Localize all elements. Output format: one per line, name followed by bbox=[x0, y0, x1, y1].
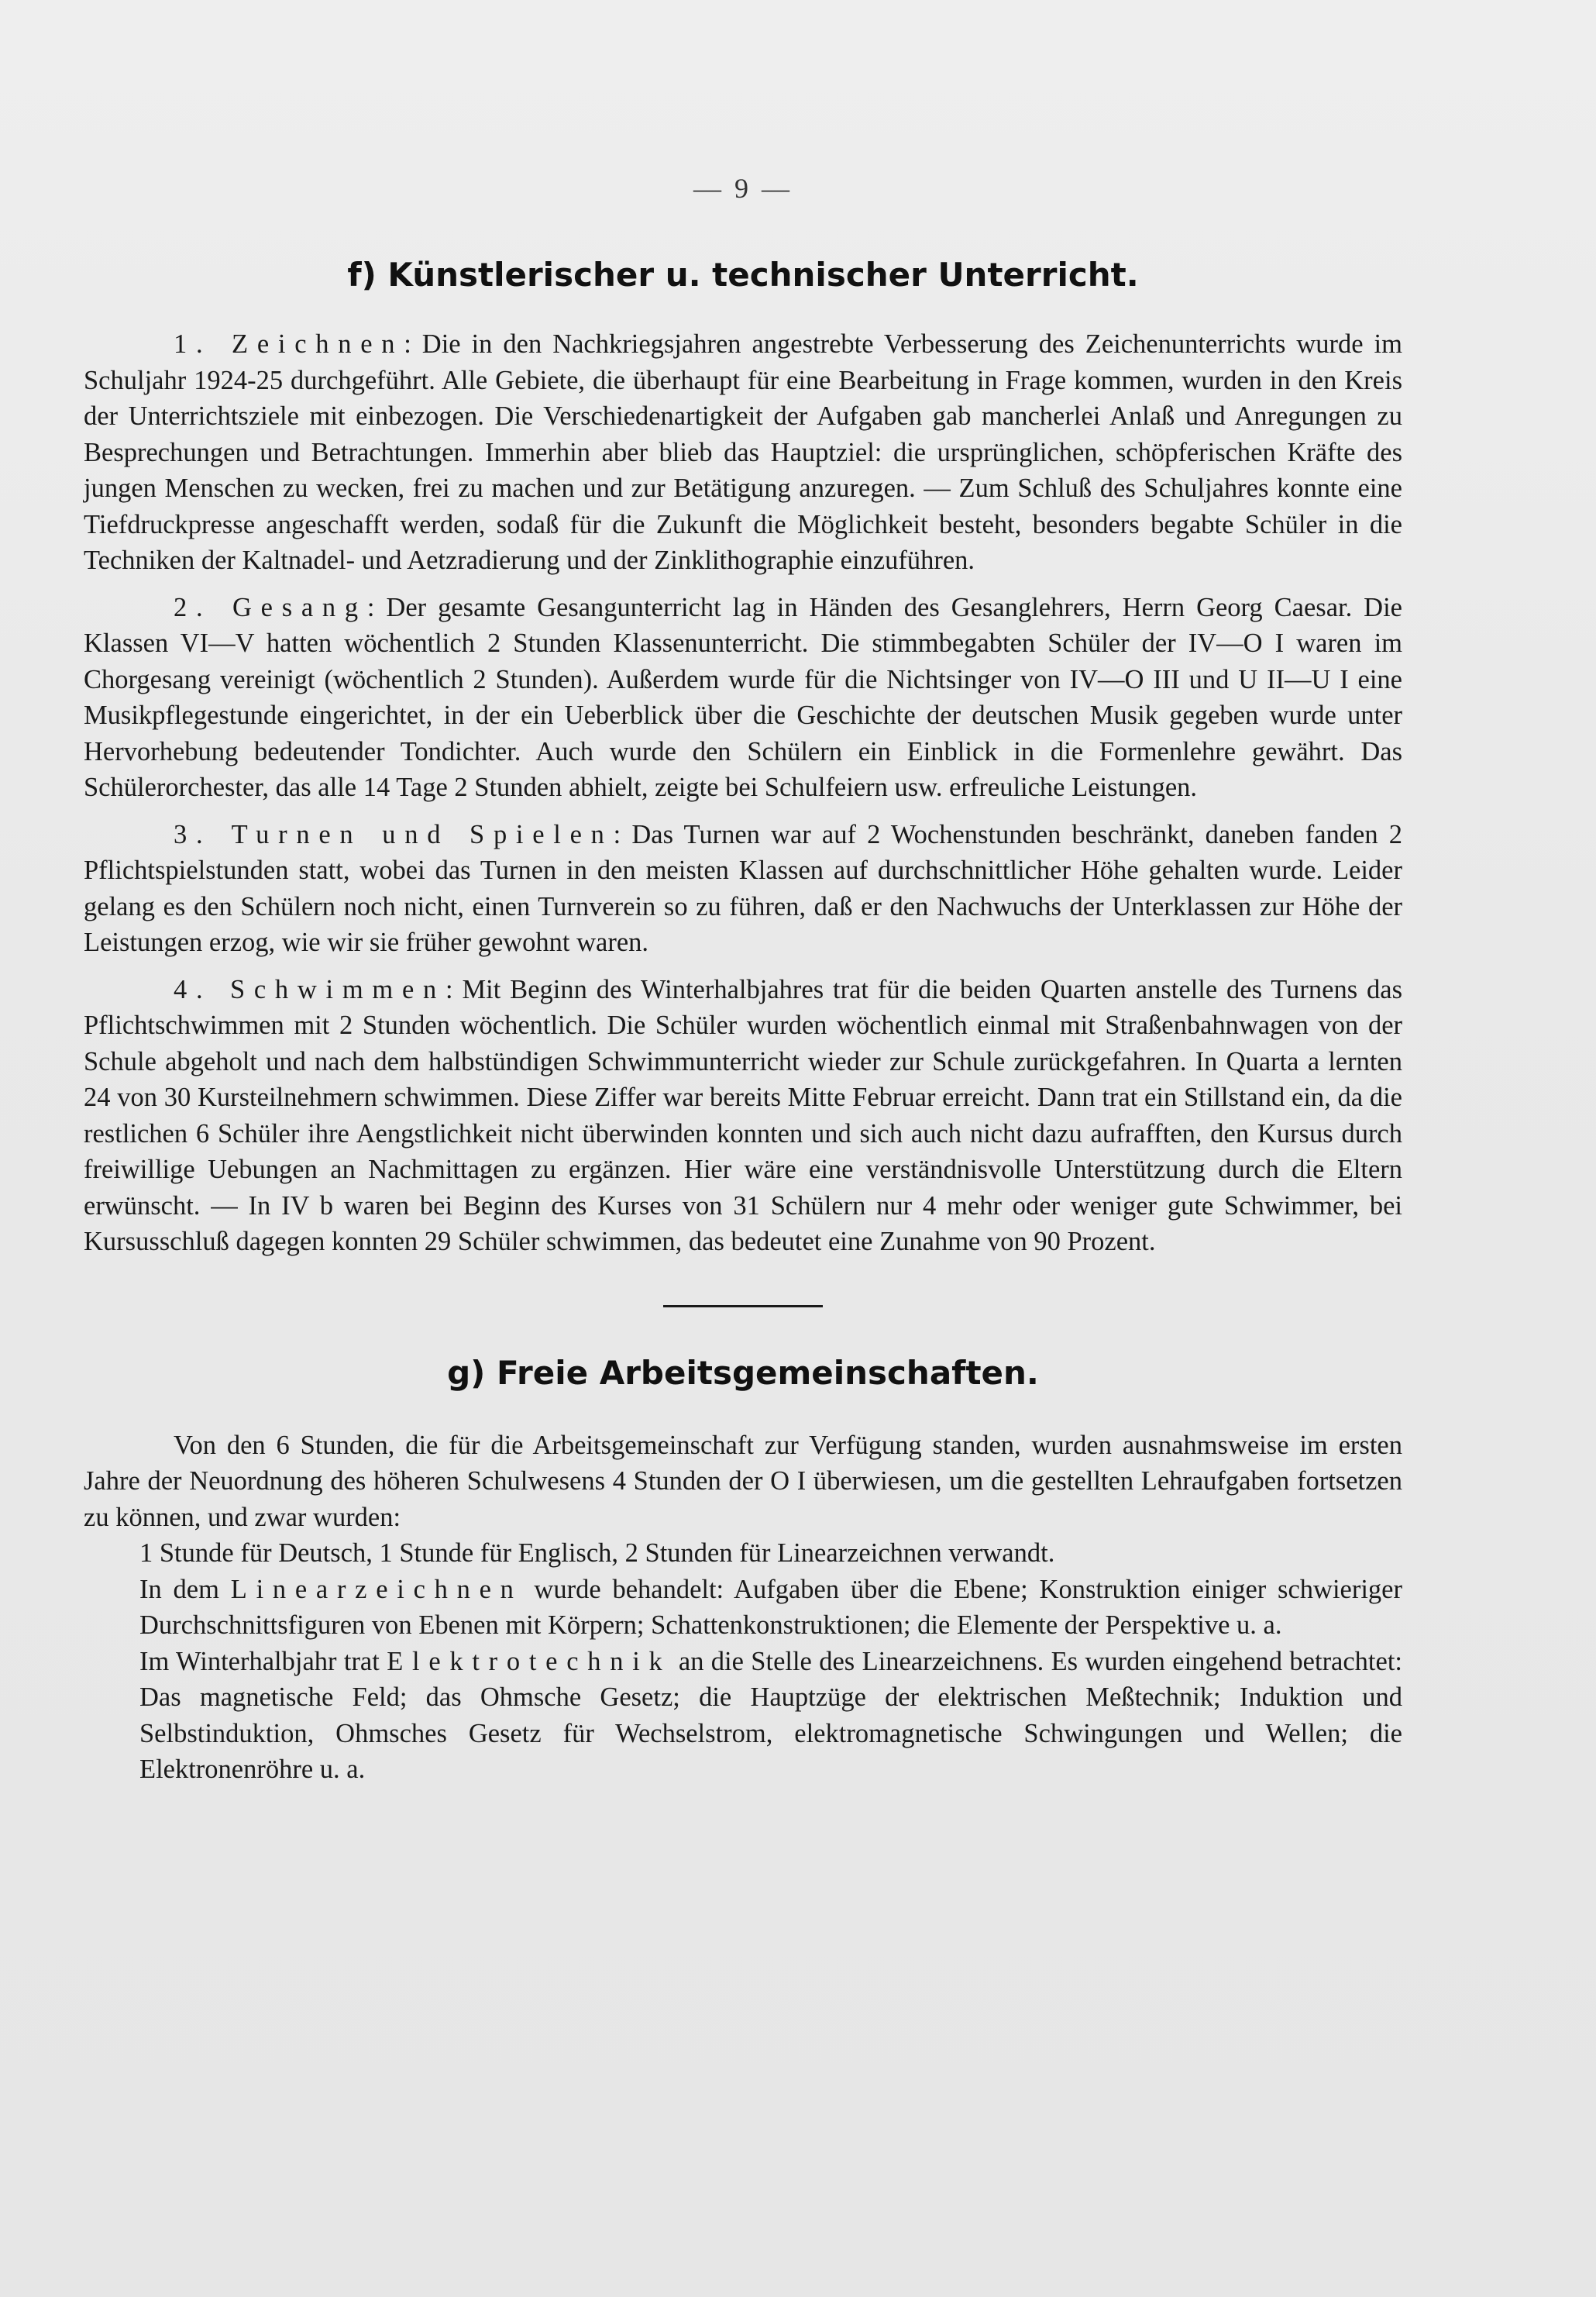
term-schwimmen: 4. Schwimmen bbox=[174, 974, 445, 1004]
paragraph-hours: 1 Stunde für Deutsch, 1 Stunde für Englisch, 2 Stunden für Linearzeichnen verwandt. bbox=[139, 1538, 1055, 1568]
term-gesang: 2. Gesang bbox=[174, 592, 367, 622]
electro-prefix: Im Winterhalbjahr trat bbox=[139, 1646, 387, 1676]
page-number: — 9 — bbox=[693, 173, 793, 204]
paragraph-turnen bbox=[84, 817, 1402, 961]
section-divider bbox=[663, 1305, 823, 1307]
section-g-heading: g) Freie Arbeitsgemeinschaften. bbox=[447, 1353, 1039, 1392]
text-schwimmen: : Mit Beginn des Winterhalbjahres trat für die beiden Quarten anstelle des Turnens das Pflichtschwimmen mit 2 Stunden wöchentlich. Die Schüler wurden wöchentlich einmal mit Straßenbahnwagen von der Schule abgeholt und nach dem halbstündigen Schwimmunterricht wieder zur Schule zurückgefahren. In Quarta a lernten 24 von 30 Kursteilnehmern schwimmen. Diese Ziffer war bereits Mitte Februar erreicht. Dann trat ein Stillstand ein, da die restlichen 6 Schüler ihre Aengstlichkeit nicht überwinden konnten und sich auch nicht dazu aufrafften, den Kursus durch freiwillige Uebungen an Nachmittagen zu ergänzen. Hier wäre eine verständnisvolle Unterstützung durch die Eltern erwünscht. — In IV b waren bei Beginn des Kurses von 31 Schülern nur 4 mehr oder weniger gute Schwimmer, bei Kursusschluß dagegen konnten 29 Schüler schwimmen, das bedeutet eine Zunahme von 90 Prozent. bbox=[84, 974, 1402, 1256]
term-zeichnen: 1. Zeichnen bbox=[174, 329, 404, 359]
term-turnen: 3. Turnen und Spielen bbox=[174, 819, 614, 849]
text-elektrotechnik: an die Stelle des Linearzeichnens. Es wurden eingehend betrachtet: Das magnetische Feld; das Ohmsche Gesetz; die Hauptzüge der elektrischen Meßtechnik; Induktion und Selbstinduktion, Ohmsches Gesetz für Wechselstrom, elektromagnetische Schwingungen und Wellen; die Elektronenröhre u. a. bbox=[139, 1646, 1402, 1784]
section-f-heading: f) Künstlerischer u. technischer Unterricht. bbox=[347, 256, 1139, 294]
paragraph-elektrotechnik bbox=[84, 1644, 1402, 1788]
paragraph-zeichnen bbox=[84, 326, 1402, 579]
term-elektrotechnik: Elektrotechnik bbox=[387, 1646, 672, 1676]
paragraph-linearzeichnen bbox=[84, 1572, 1402, 1644]
text-gesang: : Der gesamte Gesangunterricht lag in Händen des Gesanglehrers, Herrn Georg Caesar. Die Klassen VI—V hatten wöchentlich 2 Stunden Klassenunterricht. Die stimmbegabten Schüler der IV—O I waren im Chorgesang vereinigt (wöchentlich 2 Stunden). Außerdem wurde für die Nichtsinger von IV—O III und U II—U I eine Musikpflegestunde eingerichtet, in der ein Ueberblick über die Geschichte der deutschen Musik gegeben wurde unter Hervorhebung bedeutender Tondichter. Auch wurde den Schülern ein Einblick in die Formenlehre gewährt. Das Schülerorchester, das alle 14 Tage 2 Stunden abhielt, zeigte bei Schulfeiern usw. erfreuliche Leistungen. bbox=[84, 592, 1402, 802]
text-turnen: : Das Turnen war auf 2 Wochenstunden beschränkt, daneben fanden 2 Pflichtspielstunden statt, wobei das Turnen in den meisten Klassen auf durchschnittlicher Höhe gehalten wurde. Leider gelang es den Schülern noch nicht, einen Turnverein so zu führen, daß er den Nachwuchs der Unterklassen zur Höhe der Leistungen erzog, wie wir sie früher gewohnt waren. bbox=[84, 819, 1402, 957]
text-linearzeichnen: wurde behandelt: Aufgaben über die Ebene; Konstruktion einiger schwieriger Durchschnittsfiguren von Ebenen mit Körpern; Schattenkonstruktionen; die Elemente der Perspektive u. a. bbox=[139, 1574, 1402, 1640]
paragraph-schwimmen bbox=[84, 972, 1402, 1260]
paragraph-gesang bbox=[84, 590, 1402, 806]
term-linearzeichnen: Linearzeichnen bbox=[230, 1574, 523, 1604]
paragraph-arbeitsgemeinschaft-intro: Von den 6 Stunden, die für die Arbeitsgemeinschaft zur Verfügung standen, wurden ausnahmsweise im ersten Jahre der Neuordnung des höheren Schulwesens 4 Stunden der O I überwiesen, um die gestellten Lehraufgaben fortsetzen zu können, und zwar wurden: bbox=[84, 1430, 1402, 1532]
linear-prefix: In dem bbox=[139, 1574, 231, 1604]
text-zeichnen: : Die in den Nachkriegsjahren angestrebte Verbesserung des Zeichenunterrichts wurde im Schuljahr 1924-25 durchgeführt. Alle Gebiete, die überhaupt für eine Bearbeitung in Frage kommen, wurden in den Kreis der Unterrichtsziele mit einbezogen. Die Verschiedenartigkeit der Aufgaben gab mancherlei Anlaß und Anregungen zu Besprechungen und Betrachtungen. Immerhin aber blieb das Hauptziel: die ursprünglichen, schöpferischen Kräfte des jungen Menschen zu wecken, frei zu machen und zur Betätigung anzuregen. — Zum Schluß des Schuljahres konnte eine Tiefdruckpresse angeschafft werden, sodaß für die Zukunft die Möglichkeit besteht, besonders begabte Schüler in die Techniken der Kaltnadel- und Aetzradierung und der Zinklithographie einzuführen. bbox=[84, 329, 1402, 575]
